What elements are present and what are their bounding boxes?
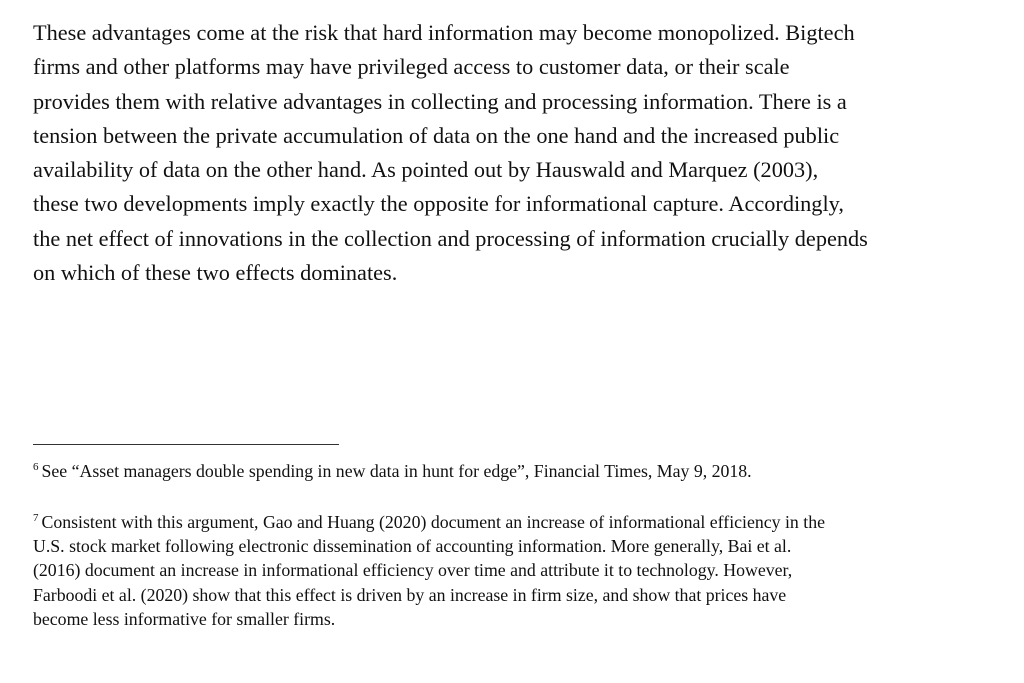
- footnote-line: become less informative for smaller firms.: [33, 608, 336, 629]
- paragraph-line: the net effect of innovations in the collection and processing of information crucially depends: [33, 225, 868, 251]
- paragraph-line: availability of data on the other hand. As pointed out by Hauswald and Marquez (2003),: [33, 157, 819, 183]
- footnote-number: 7: [33, 512, 39, 524]
- footnote-number: 6: [33, 461, 39, 473]
- paragraph-line: these two developments imply exactly the opposite for informational capture. Accordingly,: [33, 191, 844, 217]
- footnote-separator: [33, 444, 339, 445]
- footnote-7: [33, 510, 993, 631]
- footnote-line: Farboodi et al. (2020) show that this effect is driven by an increase in firm size, and show that prices have: [33, 584, 787, 605]
- footnote-line: (2016) document an increase in informational efficiency over time and attribute it to technology. However,: [33, 560, 793, 581]
- footnote-6: [33, 459, 993, 483]
- paragraph-line: on which of these two effects dominates.: [33, 260, 398, 286]
- paragraph-line: tension between the private accumulation of data on the one hand and the increased public: [33, 122, 840, 148]
- footnote-text: See “Asset managers double spending in new data in hunt for edge”, Financial Times, May 9, 2018.: [41, 461, 752, 481]
- footnote-line: [33, 510, 993, 534]
- footnote-line: [33, 459, 993, 483]
- paragraph-line: These advantages come at the risk that hard information may become monopolized. Bigtech: [33, 20, 855, 45]
- body-paragraph: [33, 16, 993, 290]
- footnote-text: Consistent with this argument, Gao and Huang (2020) document an increase of informational efficiency in the: [41, 512, 825, 532]
- footnote-line: U.S. stock market following electronic dissemination of accounting information. More generally, Bai et al.: [33, 536, 792, 557]
- paragraph-line: firms and other platforms may have privileged access to customer data, or their scale: [33, 54, 790, 80]
- paragraph-line: provides them with relative advantages in collecting and processing information. There is a: [33, 88, 847, 114]
